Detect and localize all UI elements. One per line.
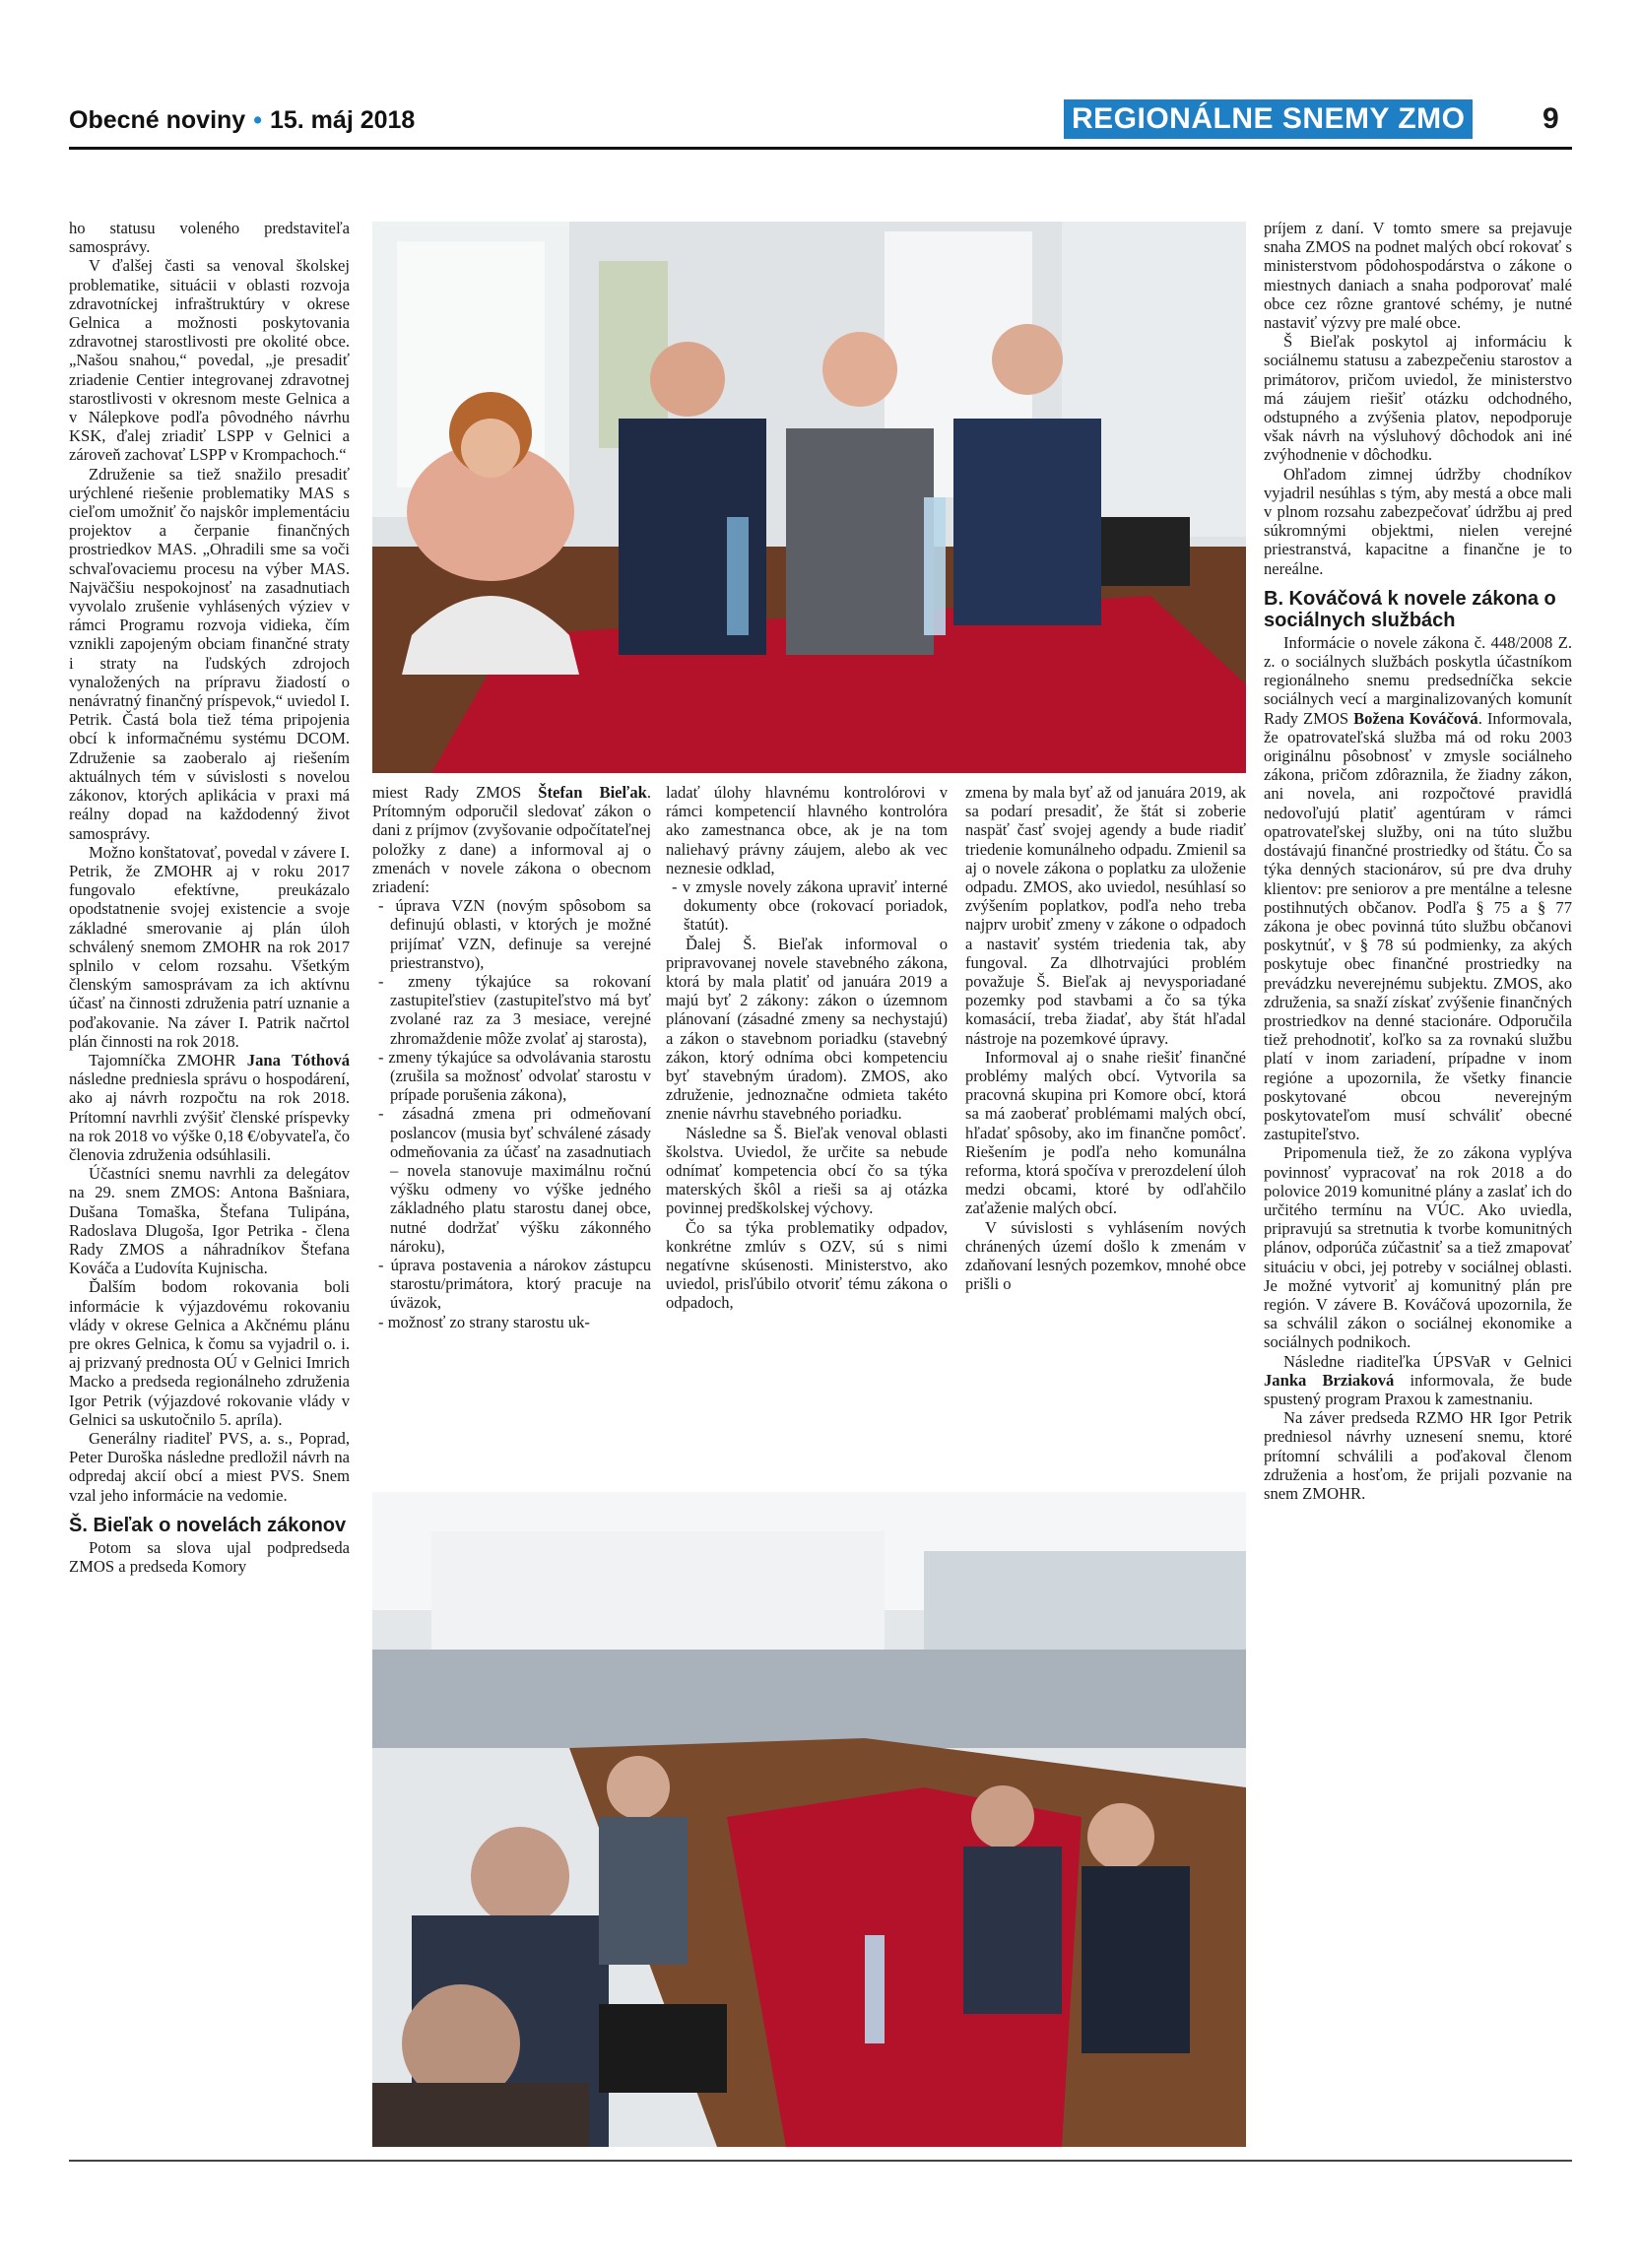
paragraph: ho statusu voleného predstaviteľa samosprávy. [69, 219, 350, 257]
paragraph: Ďalej Š. Bieľak informoval o pripravovanej novele stavebného zákona, ktorá by mala platiť od januára 2019 a majú byť 2 zákony: zákon o územnom plánovaní (zásadné zmeny sa nechystajú) a zákon o stavebnom poriadku (stavebný zákon, ktorý odníma obci kompetenciu byť stavebným úradom). ZMOS, ako združenie, jednoznačne odmieta takéto znenie návrhu stavebného poriadku. [666, 934, 948, 1124]
person-name: Jana Tóthová [246, 1050, 350, 1069]
paragraph: V súvislosti s vyhlásením nových chránených území došlo k zmenám v zdaňovaní lesných pozemkov, mnohé obce prišli o [965, 1217, 1246, 1294]
paragraph: príjem z daní. V tomto smere sa prejavuje snaha ZMOS na podnet malých obcí rokovať s ministerstvom pôdohospodárstva o zákone o miestnych daniach a snaha podporovať malé obce cez rôzne grantové schémy, je nutné nastaviť výzvy pre malé obce. [1264, 219, 1572, 333]
subheading: B. Kováčová k novele zákona o sociálnych službách [1264, 587, 1556, 631]
paragraph: Generálny riaditeľ PVS, a. s., Poprad, Peter Duroška následne predložil návrh na odpredaj akcií obcí a miest PVS. Snem vzal jeho informácie na vedomie. [69, 1429, 350, 1505]
separator-dot: • [253, 106, 262, 134]
list-item: - zmeny týkajúce sa odvolávania starostu (zrušila sa možnosť odvolať starostu v prípade porušenia zákona), [372, 1048, 651, 1105]
paragraph: Pripomenula tiež, že zo zákona vyplýva povinnosť vypracovať na rok 2018 a do polovice 2019 komunitné plány a zaslať ich do určitého termínu na VÚC. Ako uviedla, pripravujú sa stretnutia k tvorbe komunitných plánov, odporúča zúčastniť sa a tiež zmapovať situáciu v obci, jej potreby v sociálnej oblasti. Je možné vytvoriť aj komunitný plán pre región. V závere B. Kováčová upozornila, že sa schválil zákon o sociálnej ekonomike a sociálnych podnikoch. [1264, 1143, 1572, 1352]
list-item: - zásadná zmena pri odmeňovaní poslancov (musia byť schválené zásady odmeňovania za účasť na zasadnutiach – novela stanovuje maximálnu ročnú výšku odmeny vo výške jedného základného platu starostu danej obce, nutné dodržať výšku zákonného nároku), [372, 1104, 651, 1256]
list-item: - možnosť zo strany starostu uk- [372, 1313, 651, 1331]
person-name: Štefan Bieľak [538, 783, 647, 802]
paragraph: Účastníci snemu navrhli za delegátov na 29. snem ZMOS: Antona Bašniara, Dušana Tomaška, Štefana Tulipána, Radoslava Dlugoša, Igor Petrika - člena Rady ZMOS a náhradníkov Štefana Kováča a Ľudovíta Kujnischa. [69, 1164, 350, 1278]
paragraph: Na záver predseda RZMO HR Igor Petrik predniesol návrhy uznesení snemu, ktoré prítomní schválili a poďakoval členom združenia a hosťom, že prijali pozvanie na snem ZMOHR. [1264, 1408, 1572, 1503]
photo-panel-speakers-image [372, 222, 1246, 773]
subheading: Š. Bieľak o novelách zákonov [69, 1514, 347, 1536]
paragraph [1264, 633, 1572, 1143]
publication-name: Obecné noviny [69, 106, 246, 134]
paragraph: Následne sa Š. Bieľak venoval oblasti školstva. Uviedol, že určite sa nebude odnímať kompetencia obcí čo sa týka materských škôl a rieši sa aj otázka povinnej predškolskej výchovy. [666, 1123, 948, 1218]
paragraph: Informoval aj o snahe riešiť finančné problémy malých obcí. Vytvorila sa pracovná skupina pri Komore obcí, ktorá sa má zaoberať problémami malých obcí, hľadať spôsoby, ako im finančne pomôcť. Riešením je podľa neho komunálna reforma, ktorá spočíva v prerozdelení úloh medzi obcami, ktoré by odľahčilo zaťaženie malých obcí. [965, 1047, 1246, 1218]
text-run: . Prítomným odporučil sledovať zákon o dani z príjmov (zvyšovanie odpočítateľnej položky z dane) a informoval aj o zmenách v novele zákona o obecnom zriadení: [372, 783, 651, 897]
section-title: REGIONÁLNE SNEMY ZMO [1064, 99, 1473, 139]
list-item: - zmeny týkajúce sa rokovaní zastupiteľstiev (zastupiteľstvo má byť zvolané raz za 3 mesiace, verejné zhromaždenie môže zvolať aj starosta), [372, 972, 651, 1048]
column-5 [1264, 219, 1572, 2139]
amendment-list [372, 896, 651, 1331]
paragraph [372, 783, 651, 896]
paragraph [69, 1051, 350, 1164]
list-item: - úprava VZN (novým spôsobom sa definujú oblasti, v ktorých je možné prijímať VZN, definuje sa verejné priestranstvo), [372, 896, 651, 972]
photo-panel-speakers [372, 222, 1246, 773]
amendment-list-continued [666, 877, 948, 935]
column-3 [666, 783, 948, 1472]
page-number: 9 [1542, 102, 1559, 135]
footer-rule [69, 2160, 1572, 2162]
paragraph: ladať úlohy hlavnému kontrolórovi v rámci kompetencií hlavného kontrolóra ako zamestnanca obce, ak je na tom naliehavý právny záujem, alebo ak vec neznesie odklad, [666, 783, 948, 877]
list-item: - v zmysle novely zákona upraviť interné dokumenty obce (rokovací poriadok, štatút). [666, 877, 948, 935]
column-2 [372, 783, 651, 1472]
paragraph [1264, 1352, 1572, 1409]
paragraph: V ďalšej časti sa venoval školskej problematike, situácii v oblasti rozvoja zdravotníckej infraštruktúry v okrese Gelnica a možnosti poskytovania zdravotnej starostlivosti pre okolité obce. „Našou snahou,“ povedal, „je presadiť zriadenie Centier integrovanej zdravotnej starostlivosti v okresnom meste Gelnica a v Nálepkove podľa pôvodného návrhu KSK, ďalej zriadiť LSPP v Gelnici a zároveň zachovať LSPP v Krompachoch.“ [69, 256, 350, 465]
text-run: Následne riaditeľka ÚPSVaR v Gelnici [1283, 1351, 1572, 1371]
paragraph: Ďalším bodom rokovania boli informácie k výjazdovému rokovaniu vlády v okrese Gelnica a Akčnému plánu pre okres Gelnica, k čomu sa vyjadril o. i. aj prizvaný prednosta OÚ v Gelnici Imrich Macko a predseda regionálneho združenia Igor Petrik (výjazdové rokovanie vlády v Gelnici sa uskutočnilo 5. apríla). [69, 1277, 350, 1429]
masthead [69, 106, 415, 135]
paragraph: Čo sa týka problematiky odpadov, konkrétne zmlúv s OZV, sú s nimi negatívne skúsenosti. Ministerstvo, ako uviedol, prisľúbilo otvoriť tému zákona o odpadoch, [666, 1217, 948, 1313]
paragraph: Potom sa slova ujal podpredseda ZMOS a predseda Komory [69, 1537, 350, 1577]
text-run: Tajomníčka ZMOHR [89, 1050, 247, 1069]
paragraph: Možno konštatovať, povedal v závere I. Petrik, že ZMOHR aj v roku 2017 fungovalo efektívne, preukázalo opodstatnenie svojej existencie a svoje základné smerovanie aj plán úloh schválený snemom ZMOHR na rok 2017 splnilo v celom rozsahu. Všetkým členským samosprávam za ich aktívnu účasť na činnosti združenia patrí uznanie a poďakovanie. Na záver I. Patrik načrtol plán činnosti na rok 2018. [69, 842, 350, 1051]
issue-date: 15. máj 2018 [269, 106, 416, 134]
person-name: Božena Kováčová [1353, 708, 1478, 728]
text-run: Informácie o novele zákona č. 448/2008 Z. z. o sociálnych službách poskytla účastníkom regionálneho snemu predsedníčka sekcie sociálnych vecí a marginalizovaných komunít Rady ZMOS [1264, 632, 1572, 728]
photo-assembly-hall [372, 1492, 1246, 2147]
column-4 [965, 783, 1246, 1492]
list-item: - úprava postavenia a nárokov zástupcu starostu/primátora, ktorý pracuje na úväzok, [372, 1256, 651, 1313]
paragraph: Š Bieľak poskytol aj informáciu k sociálnemu statusu a zabezpečeniu starostov a primátorov, pričom uviedol, že ministerstvo má záujem riešiť otázku odchodného, odstupného a zvýšenia platov, nepodporuje však návrh na výsluhový dôchodok ani iné zvýhodnenie v dôchodku. [1264, 332, 1572, 465]
paragraph: zmena by mala byť až od januára 2019, ak sa podarí presadiť, že štát si zoberie naspäť časť svojej agendy a bude riadiť triedenie komunálneho odpadu. Zmienil sa aj o novele zákona o poplatku za uloženie odpadu. ZMOS, ako uviedol, nesúhlasí so zvýšením poplatkov, podľa neho treba najprv urobiť zmeny v zákone o odpadoch a nastaviť systém triedenia tak, aby fungoval. Za dlhotrvajúci problém považuje Š. Bieľak aj nevysporiadané pozemky pod stavbami a čo sa týka komasácií, treba žiadať, aby štát hľadal nástroje na pozemkové úpravy. [965, 783, 1246, 1048]
photo-assembly-hall-image [372, 1492, 1246, 2147]
text-run: miest Rady ZMOS [372, 783, 539, 802]
text-run: informovala, že bude spustený program Praxou k zamestnaniu. [1264, 1370, 1572, 1408]
paragraph: Združenie sa tiež snažilo presadiť urýchlené riešenie problematiky MAS s cieľom umožniť čo najskôr implementáciu projektov a čerpanie finančných prostriedkov MAS. „Ohradili sme sa voči schvaľovaciemu procesu na výber MAS. Najväčšiu nespokojnosť na zasadnutiach vyvolalo zrušenie vyhlásených výziev v rámci Programu rozvoja vidieka, čím vznikli zapojeným obciam finančné straty i straty na ľudských zdrojoch vynaložených na prípravu žiadostí o nenávratný finančný príspevok,“ uviedol I. Petrik. Častá bola tiež téma pripojenia obcí k informačnému systému DCOM. Združenie sa zaoberalo aj riešením aktuálnych tém v súvislosti s novelou zákonov, ktorých aplikácia v praxi má reálny dopad na každodenný život samosprávy. [69, 464, 350, 843]
person-name: Janka Brziaková [1264, 1370, 1395, 1390]
text-run: následne predniesla správu o hospodárení, ako aj návrh rozpočtu na rok 2018. Prítomní navrhli zvýšiť členské príspevky na rok 2018 vo výške 0,18 €/obyvateľa, čo členovia združenia odsúhlasili. [69, 1069, 350, 1164]
header-rule [69, 147, 1572, 150]
column-1 [69, 219, 350, 2139]
paragraph: Ohľadom zimnej údržby chodníkov vyjadril nesúhlas s tým, aby mestá a obce mali v plnom rozsahu zabezpečovať údržbu aj pred súkromnými objektmi, nielen verejné priestranstvá, kapacitne a finančne je to nereálne. [1264, 464, 1572, 578]
text-run: . Informovala, že opatrovateľská služba má od roku 2003 originálnu pôsobnosť v zmysle sociálneho zákona, pričom zdôraznila, že žiadny zákon, ani novela, ani rozpočtové pravidlá nedovoľujú platiť agentúram v rámci opatrovateľskej služby, oni na túto službu dostávajú finančné prostriedky od štátu. Čo sa týka denných stacionárov, sú pre dva druhy klientov: pre seniorov a pre mentálne a telesne postihnutých občanov. Podľa § 75 a § 77 zákona je obec povinná túto službu občanovi poskytnúť, v § 78 sú podmienky, za akých poskytuje obec finančné prostriedky na prevádzku neverejnému subjektu. ZMOS, ako združenia, sa snaží získať zvýšenie finančných prostriedkov na denné stacionáre. Odporučila tiež prehodnotiť, koľko sa za rovnakú službu platí v inom zariadení, prípadne v inom regióne a upozornila, že všetky financie poskytované obcou neverejným poskytovateľom musí schváliť obecné zastupiteľstvo. [1264, 708, 1572, 1144]
